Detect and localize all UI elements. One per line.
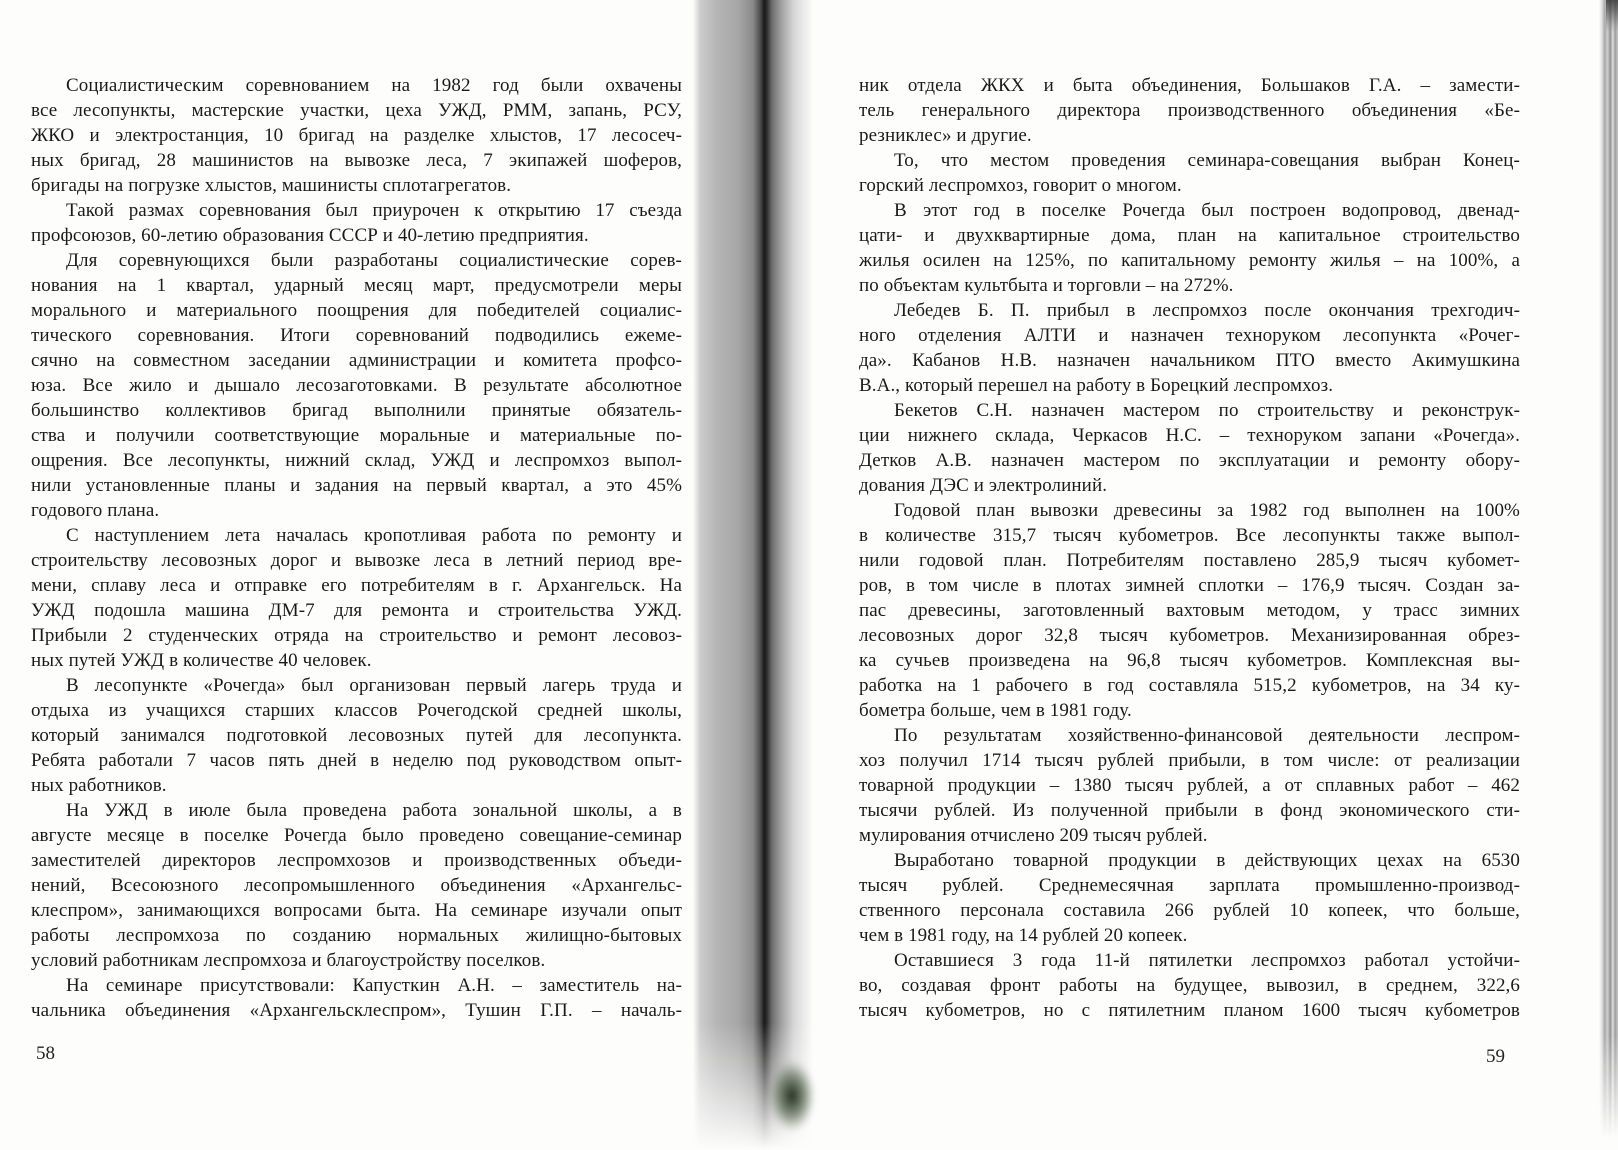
paragraph [859,148,1520,198]
paragraph [859,198,1520,298]
text-line: жилья осилен на 125%, по капитальному ремонту жилья – на 100%, а [859,250,1520,271]
text-line: по объектам культбыта и торговли – на 272%. [859,275,1234,296]
text-line: ка сучьев произведена на 96,8 тысяч кубометров. Комплексная вы- [859,650,1520,671]
text-line: все лесопункты, мастерские участки, цеха УЖД, РММ, запань, РСУ, [31,100,682,121]
text-line: товарной продукции – 1380 тысяч рублей, а от сплавных работ – 462 [859,775,1520,796]
text-line: На семинаре присутствовали: Капусткин А.Н. – заместитель на- [66,975,682,996]
text-line: нили годовой план. Потребителям поставлено 285,9 тысяч кубомет- [859,550,1520,571]
text-line: ных работников. [31,775,167,796]
text-line: То, что местом проведения семинара-совещания выбран Конец- [894,150,1520,171]
paragraph [859,73,1520,148]
text-line: тель генерального директора производственного объединения «Бе- [859,100,1520,121]
paragraph [31,73,682,198]
text-line: нили установленные планы и задания на первый квартал, а это 45% [31,475,682,496]
page-number-left: 58 [36,1043,55,1064]
text-line: морального и материального поощрения для победителей социалис- [31,300,682,321]
text-line: ции нижнего склада, Черкасов Н.С. – техноруком запани «Рочегда». [859,425,1520,446]
text-line: бометра больше, чем в 1981 году. [859,700,1132,721]
text-line: строительству лесовозных дорог и вывозке леса в летний период вре- [31,550,682,571]
text-line: горский леспромхоз, говорит о многом. [859,175,1182,196]
text-line: Годовой план вывозки древесины за 1982 год выполнен на 100% [894,500,1520,521]
text-line: тысячи рублей. Из полученной прибыли в фонд экономического сти- [859,800,1520,821]
binding-gutter-shadow [693,0,813,1150]
text-line: мулирования отчислено 209 тысяч рублей. [859,825,1208,846]
text-line: ных путей УЖД в количестве 40 человек. [31,650,372,671]
text-line: ственного персонала составила 266 рублей 10 копеек, что больше, [859,900,1520,921]
text-line: В лесопункте «Рочегда» был организован первый лагерь труда и [66,675,682,696]
text-line: С наступлением лета началась кропотливая работа по ремонту и [66,525,682,546]
page-number-right: 59 [1486,1046,1505,1067]
text-line: ЖКО и электростанция, 10 бригад на разделке хлыстов, 17 лесосеч- [31,125,682,146]
text-line: ных бригад, 28 машинистов на вывозке леса, 7 экипажей шоферов, [31,150,682,171]
text-line: пас древесины, заготовленный вахтовым методом, у трасс зимних [859,600,1520,621]
page-fore-edge [1599,0,1618,1150]
text-line: во, создавая фронт работы на будущее, вывозил, в среднем, 322,6 [859,975,1520,996]
text-line: лесовозных дорог 32,8 тысяч кубометров. Механизированная обрез- [859,625,1520,646]
text-line: Такой размах соревнования был приурочен к открытию 17 съезда [66,200,682,221]
text-line: работы леспромхоза по созданию нормальных жилищно-бытовых [31,925,682,946]
text-line: ров, в том числе в плотах зимней сплотки – 176,9 тысяч. Создан за- [859,575,1520,596]
text-line: тысяч кубометров, но с пятилетним планом 1600 тысяч кубометров [859,1000,1520,1021]
text-line: По результатам хозяйственно-финансовой деятельности леспром- [894,725,1520,746]
text-line: цати- и двухквартирные дома, план на капитальное строительство [859,225,1520,246]
text-line: Выработано товарной продукции в действующих цехах на 6530 [894,850,1520,871]
text-line: чем в 1981 году, на 14 рублей 20 копеек. [859,925,1188,946]
text-line: Лебедев Б. П. прибыл в леспромхоз после окончания трехгодич- [894,300,1520,321]
text-line: резниклес» и другие. [859,125,1032,146]
left-page-text [31,73,682,1023]
text-line: чальника объединения «Архангельсклеспром», Тушин Г.П. – началь- [31,1000,682,1021]
paragraph [859,398,1520,498]
paragraph [31,798,682,973]
text-line: Ребята работали 7 часов пять дней в неделю под руководством опыт- [31,750,682,771]
text-line: ощрения. Все лесопункты, нижний склад, УЖД и леспромхоз выпол- [31,450,682,471]
text-line: да». Кабанов Н.В. назначен начальником ПТО вместо Акимушкина [859,350,1520,371]
text-line: бригады на погрузке хлыстов, машинисты сплотагрегатов. [31,175,512,196]
paragraph [31,248,682,523]
text-line: годового плана. [31,500,160,521]
text-line: в количестве 315,7 тысяч кубометров. Все лесопункты также выпол- [859,525,1520,546]
text-line: большинство коллективов бригад выполнили принятые обязатель- [31,400,682,421]
paragraph [31,973,682,1023]
text-line: хоз получил 1714 тысяч рублей прибыли, в том числе: от реализации [859,750,1520,771]
text-line: ного отделения АЛТИ и назначен техноруком лесопункта «Рочег- [859,325,1520,346]
text-line: тысяч рублей. Среднемесячная зарплата промышленно-производ- [859,875,1520,896]
paragraph [859,948,1520,1023]
text-line: мени, сплаву леса и отправке его потребителям в г. Архангельск. На [31,575,682,596]
text-line: В этот год в поселке Рочегда был построен водопровод, двенад- [894,200,1520,221]
paragraph [859,498,1520,723]
text-line: Оставшиеся 3 года 11-й пятилетки леспромхоз работал устойчи- [894,950,1520,971]
text-line: клеспром», занимающихся вопросами быта. На семинаре изучали опыт [31,900,682,921]
text-line: Детков А.В. назначен мастером по эксплуатации и ремонту обору- [859,450,1520,471]
text-line: тического соревнования. Итоги соревнований подводились ежеме- [31,325,682,346]
text-line: УЖД подошла машина ДМ-7 для ремонта и строительства УЖД. [31,600,682,621]
paragraph [859,298,1520,398]
right-page-text [859,73,1520,1023]
paragraph [31,198,682,248]
text-line: В.А., который перешел на работу в Борецкий леспромхоз. [859,375,1334,396]
text-line: Бекетов С.Н. назначен мастером по строительству и реконструк- [894,400,1520,421]
text-line: условий работникам леспромхоза и благоустройству поселков. [31,950,546,971]
text-line: На УЖД в июле была проведена работа зональной школы, а в [66,800,682,821]
text-line: ства и получили соответствующие моральные и материальные по- [31,425,682,446]
text-line: Прибыли 2 студенческих отряда на строительство и ремонт лесовоз- [31,625,682,646]
text-line: юза. Все жило и дышало лесозаготовками. В результате абсолютное [31,375,682,396]
paragraph [31,673,682,798]
paragraph [31,523,682,673]
text-line: августе месяце в поселке Рочегда было проведено совещание-семинар [31,825,682,846]
text-line: отдыха из учащихся старших классов Рочегодской средней школы, [31,700,682,721]
text-line: Для соревнующихся были разработаны социалистические сорев- [66,250,682,271]
text-line: который занимался подготовкой лесовозных путей для лесопункта. [31,725,682,746]
text-line: ник отдела ЖКХ и быта объединения, Большаков Г.А. – замести- [859,75,1520,96]
gutter-stain [763,1058,821,1148]
page-fore-edge-top [1606,0,1618,32]
text-line: дования ДЭС и электролиний. [859,475,1108,496]
text-line: Социалистическим соревнованием на 1982 год были охвачены [66,75,682,96]
paragraph [859,723,1520,848]
text-line: работка на 1 рабочего в год составляла 515,2 кубометров, на 34 ку- [859,675,1520,696]
text-line: нования на 1 квартал, ударный месяц март, предусмотрели меры [31,275,682,296]
text-line: профсоюзов, 60-летию образования СССР и 40-летию предприятия. [31,225,589,246]
paragraph [859,848,1520,948]
text-line: заместителей директоров леспромхозов и производственных объеди- [31,850,682,871]
text-line: нений, Всесоюзного лесопромышленного объединения «Архангельс- [31,875,682,896]
text-line: сячно на совместном заседании администрации и комитета профсо- [31,350,682,371]
